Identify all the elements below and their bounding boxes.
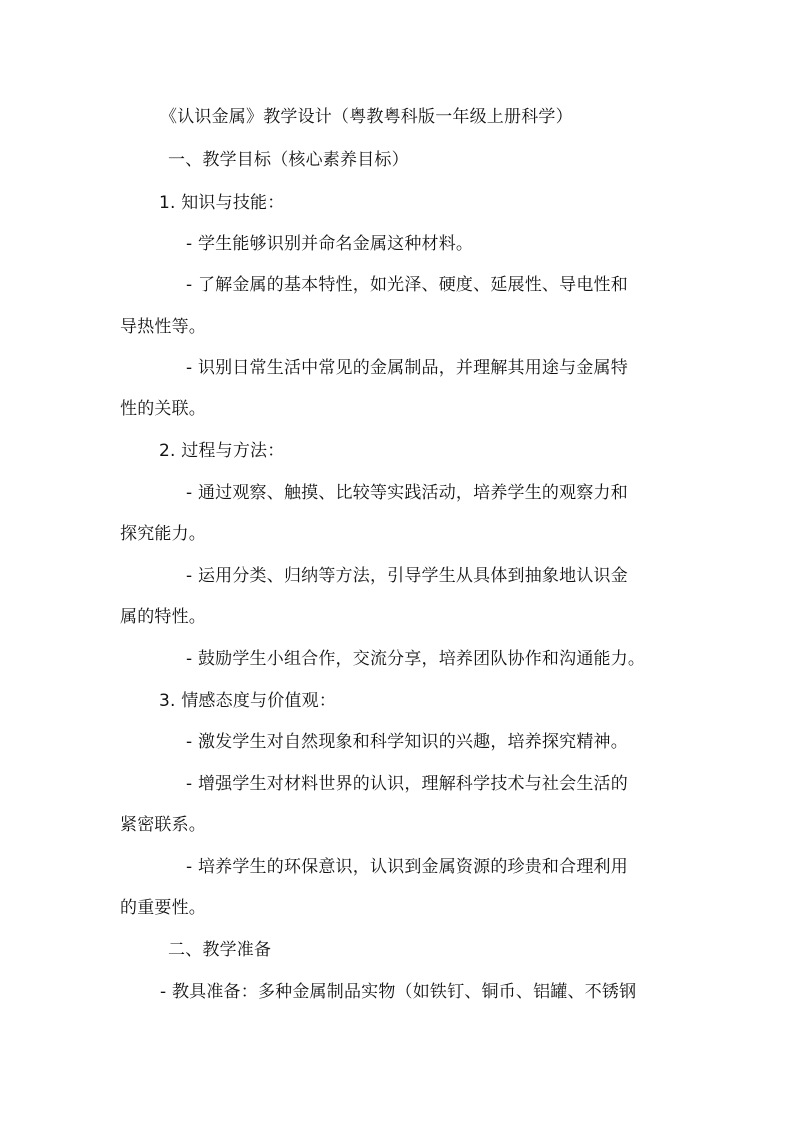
list-item-continuation: 紧密联系。 xyxy=(120,815,206,835)
subheading-knowledge-skills: 1. 知识与技能： xyxy=(159,193,285,213)
list-item: - 识别日常生活中常见的金属制品，并理解其用途与金属特 xyxy=(186,358,628,378)
section-heading-teaching-goals: 一、教学目标（核心素养目标） xyxy=(168,150,409,170)
subheading-process-methods: 2. 过程与方法： xyxy=(159,441,285,461)
list-item-continuation: 性的关联。 xyxy=(120,399,206,419)
list-item: - 学生能够识别并命名金属这种材料。 xyxy=(186,234,474,254)
list-item-continuation: 的重要性。 xyxy=(120,898,206,918)
list-item-continuation: 探究能力。 xyxy=(120,524,206,544)
list-item: - 激发学生对自然现象和科学知识的兴趣，培养探究精神。 xyxy=(186,732,628,752)
list-item-continuation: 导热性等。 xyxy=(120,317,206,337)
list-item: - 通过观察、触摸、比较等实践活动，培养学生的观察力和 xyxy=(186,483,628,503)
document-title: 《认识金属》教学设计（粤教粤科版一年级上册科学） xyxy=(160,107,573,127)
list-item-continuation: 属的特性。 xyxy=(120,607,206,627)
section-heading-teaching-preparation: 二、教学准备 xyxy=(168,940,272,960)
list-item: - 培养学生的环保意识，认识到金属资源的珍贵和合理利用 xyxy=(186,857,628,877)
subheading-emotion-values: 3. 情感态度与价值观： xyxy=(159,691,337,711)
list-item: - 运用分类、归纳等方法，引导学生从具体到抽象地认识金 xyxy=(186,566,628,586)
list-item: - 教具准备：多种金属制品实物（如铁钉、铜币、铝罐、不锈钢 xyxy=(160,982,637,1002)
list-item: - 了解金属的基本特性，如光泽、硬度、延展性、导电性和 xyxy=(186,275,628,295)
list-item: - 增强学生对材料世界的认识，理解科学技术与社会生活的 xyxy=(186,774,628,794)
list-item: - 鼓励学生小组合作，交流分享，培养团队协作和沟通能力。 xyxy=(186,649,646,669)
